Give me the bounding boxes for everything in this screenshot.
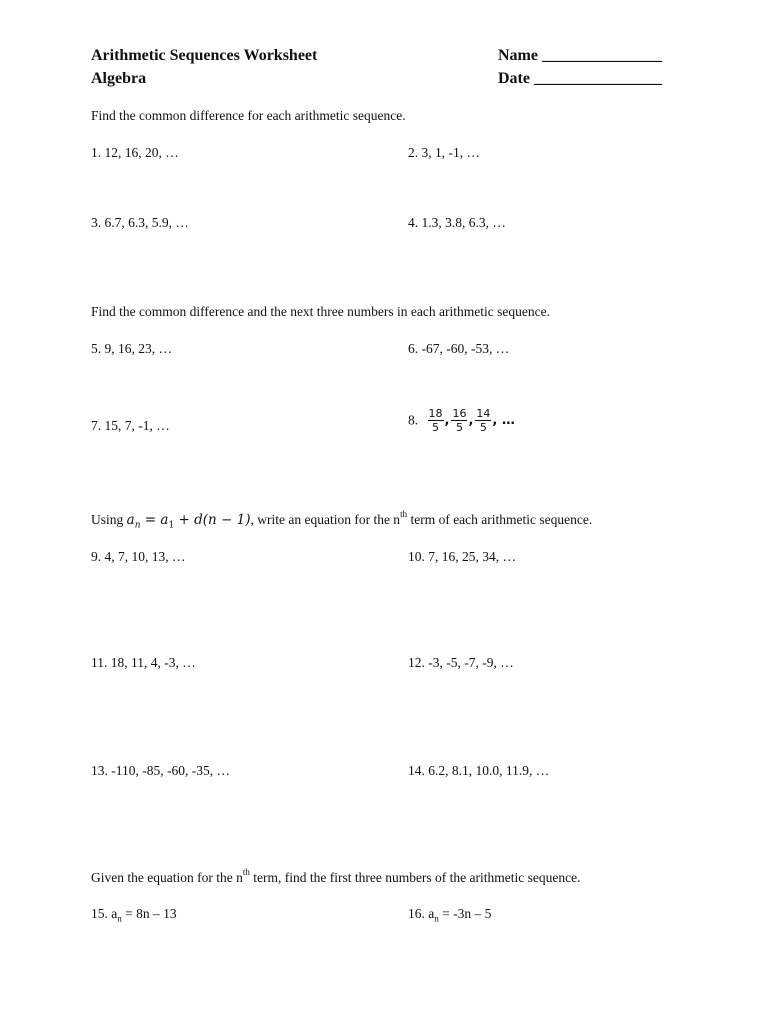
problem-5: 5. 9, 16, 23, … xyxy=(91,341,172,356)
section-2-instruction: Find the common difference and the next three numbers in each arithmetic sequence. xyxy=(91,304,550,319)
problem-8-label: 8. xyxy=(408,412,419,428)
fraction-2: $\frac{16}{5}$ xyxy=(452,407,467,434)
date-field-label: Date ________________ xyxy=(498,70,662,87)
section-3-instruction: Using $a_n = a_1 + d(n - 1)$, write an equation for the $n^{th}$ term of each arithmetic sequence. xyxy=(91,508,593,531)
problem-11: 11. 18, 11, 4, -3, … xyxy=(91,655,196,670)
problem-2: 2. 3, 1, -1, … xyxy=(408,145,480,160)
problem-8: 8. $\frac{18}{5}$ , $\frac{16}{5}$ , $\frac{14}{5}$ , … xyxy=(408,407,515,434)
problem-16: 16. $a_n = -3n - 5$ xyxy=(408,906,492,924)
problem-8-ellipsis: , … xyxy=(492,413,515,428)
problem-4: 4. 1.3, 3.8, 6.3, … xyxy=(408,215,506,230)
fraction-3: $\frac{14}{5}$ xyxy=(476,407,491,434)
fraction-1: $\frac{18}{5}$ xyxy=(428,407,443,434)
worksheet-subtitle: Algebra xyxy=(91,70,147,87)
section-1-instruction: Find the common difference for each arithmetic sequence. xyxy=(91,108,406,123)
problem-9: 9. 4, 7, 10, 13, … xyxy=(91,549,186,564)
problem-14: 14. 6.2, 8.1, 10.0, 11.9, … xyxy=(408,763,550,778)
problem-3: 3. 6.7, 6.3, 5.9, … xyxy=(91,215,189,230)
problem-1: 1. 12, 16, 20, … xyxy=(91,145,179,160)
nth-term-formula: $a_n = a_1 + d(n - 1)$ xyxy=(126,512,251,531)
problem-15: 15. $a_n = 8n - 13$ xyxy=(91,906,177,924)
problem-12: 12. -3, -5, -7, -9, … xyxy=(408,655,514,670)
worksheet-title: Arithmetic Sequences Worksheet xyxy=(91,47,318,64)
name-field-label: Name _______________ xyxy=(498,47,662,64)
problem-10: 10. 7, 16, 25, 34, … xyxy=(408,549,516,564)
problem-6: 6. -67, -60, -53, … xyxy=(408,341,510,356)
section-4-instruction: Given the equation for the $n^{th}$ term, find the first three numbers of the arithmetic sequence. xyxy=(91,866,581,885)
problem-13: 13. -110, -85, -60, -35, … xyxy=(91,763,230,778)
problem-7: 7. 15, 7, -1, … xyxy=(91,418,170,433)
